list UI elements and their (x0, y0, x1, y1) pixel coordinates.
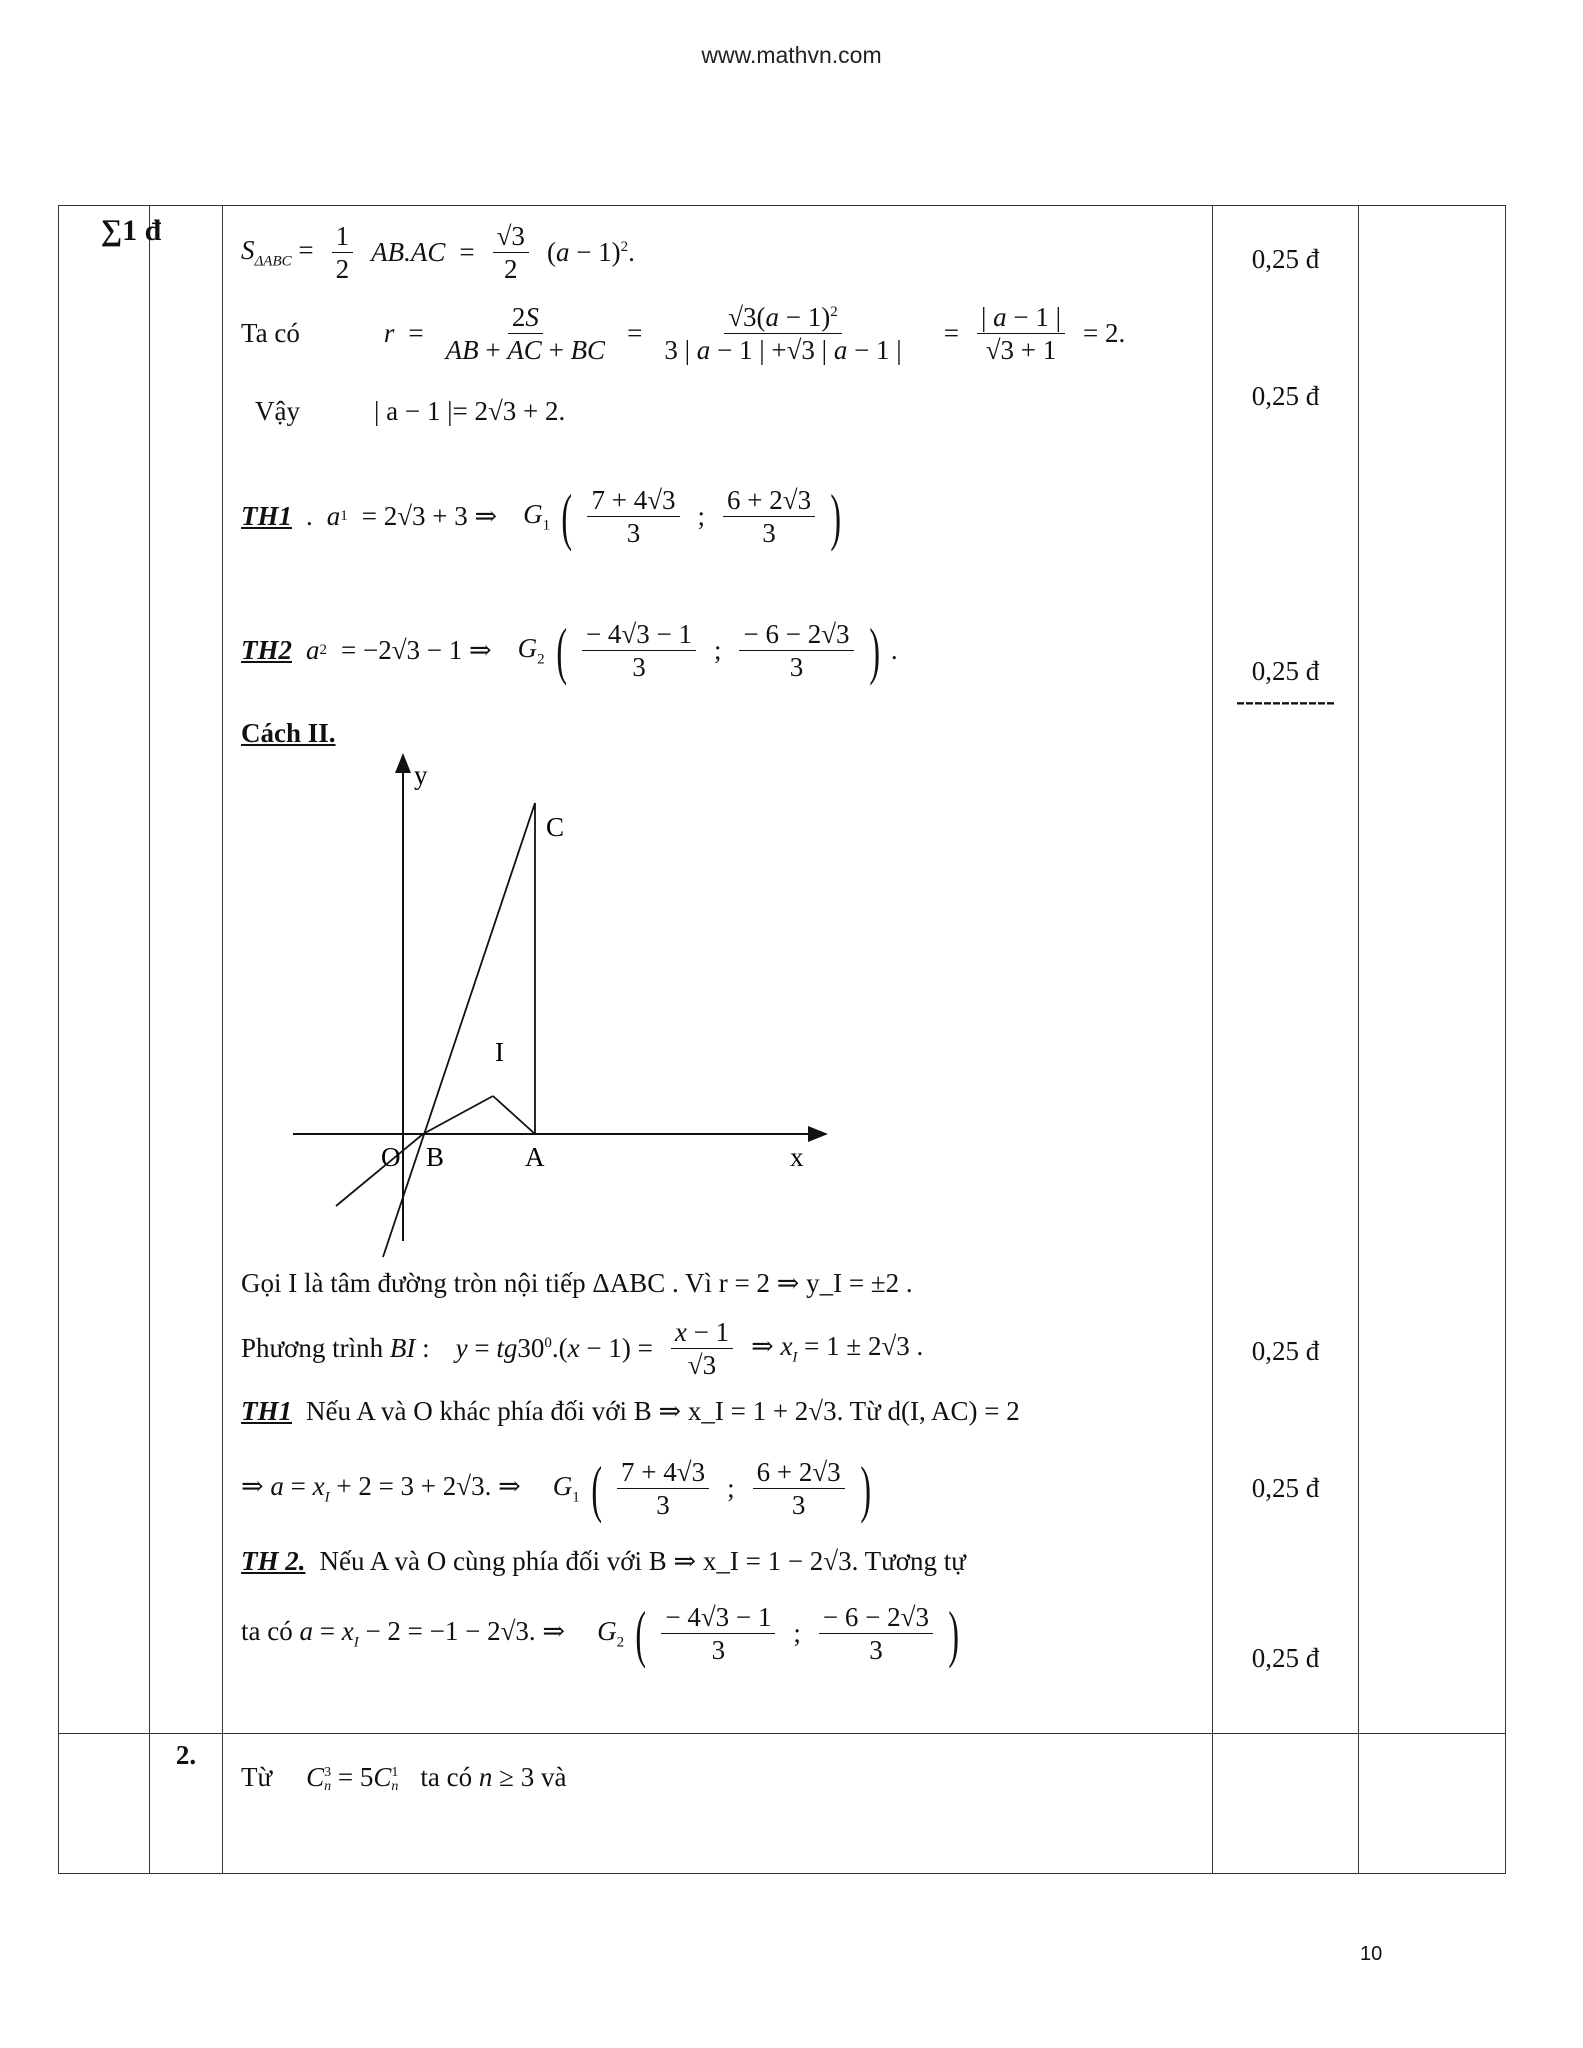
q2-line: Từ C 3 n = 5C 1 n ta có n ≥ 3 và (241, 1762, 567, 1794)
area-formula: $S_{\Delta ABC}$ = $\frac{1}{2}$ AB.AC = $\frac{√3}{2}$ $(a - 1)^2$. (241, 221, 635, 285)
th1b-label: TH1 (241, 1396, 292, 1426)
answer-table (58, 205, 1506, 1874)
ta-co-label: Ta có (241, 318, 300, 349)
th1b-result: ⇒ $a = x_I + 2 = 3 + 2√3$. ⇒ $G_1$ ( $\frac{7 + 4√3}{3}$ ; $\frac{6 + 2√3}{3}$ ) (241, 1452, 871, 1524)
score-2: 0,25 đ (1251, 381, 1320, 411)
page-number: 10 (1360, 1943, 1383, 1965)
vay-label: Vậy (255, 396, 300, 426)
th1b-text: Nếu A và O khác phía đối với B ⇒ x_I = 1 + 2√3. Từ d(I, AC) = 2 (306, 1396, 1020, 1426)
score-3: 0,25 đ (1251, 656, 1320, 686)
vay-line (255, 396, 565, 427)
label-B: B (426, 1142, 445, 1172)
col-solution-2 (223, 1734, 1213, 1874)
score-5: 0,25 đ (1251, 1473, 1320, 1503)
th1b-line (241, 1396, 1020, 1427)
label-A: A (525, 1142, 545, 1172)
r-formula: Ta có r = $\frac{2S}{AB + AC + BC}$ = $\frac{√3(a - 1)^2}{3 | a - 1 | +√3 | a - 1 |}$ = $\frac{| a - 1 |}{√3 + 1}$ = 2. (241, 302, 1126, 366)
th2b-result: ta có $a = x_I - 2 = -1 - 2√3$. ⇒ $G_2$ ( $\frac{- 4√3 - 1}{3}$ ; $\frac{- 6 - 2√3}{3}$ ) (241, 1597, 959, 1669)
th1-label: TH1 (241, 501, 292, 532)
label-I: I (495, 1037, 504, 1067)
cach2-heading: Cách II. (241, 718, 336, 748)
th2b-text: Nếu A và O cùng phía đối với B ⇒ x_I = 1 − 2√3. Tương tự (319, 1546, 966, 1576)
th1-line: TH1 . a 1 = 2√3 + 3 ⇒ $G_1$ ( $\frac{7 + 4√3}{3}$ ; $\frac{6 + 2√3}{3}$ ) (241, 480, 842, 552)
col-part-2 (150, 1734, 223, 1874)
col-question (59, 206, 150, 1734)
score-6: 0,25 đ (1251, 1643, 1320, 1673)
th2b-label: TH 2. (241, 1546, 306, 1576)
col-score (1213, 206, 1359, 1734)
triangle-diagram (288, 751, 1008, 1271)
label-O: O (381, 1142, 401, 1172)
site-header: www.mathvn.com (701, 42, 882, 68)
label-y: y (414, 760, 428, 790)
pt-line: Phương trình BI : $y = tg30^0.(x - 1)$ = $\frac{x - 1}{√3}$ ⇒ $x_I = 1 \pm 2√3$ . (241, 1317, 924, 1381)
col-question-2 (59, 1734, 150, 1874)
score-divider: ----------- (1236, 686, 1335, 716)
col-notes-2 (1359, 1734, 1506, 1874)
goi-line: Gọi I là tâm đường tròn nội tiếp ΔABC . Vì r = 2 ⇒ y_I = ±2 . (241, 1268, 913, 1298)
x-axis-arrow-icon (808, 1126, 828, 1142)
question-number: 2. (175, 1740, 197, 1770)
y-axis-arrow-icon (395, 753, 411, 773)
score-1: 0,25 đ (1251, 244, 1320, 274)
col-notes (1359, 206, 1506, 1734)
score-4: 0,25 đ (1251, 1336, 1320, 1366)
th2-label: TH2 (241, 635, 292, 666)
label-C: C (546, 812, 565, 842)
vay-formula: | a − 1 |= 2√3 + 2. (373, 396, 566, 426)
col-solution (223, 206, 1213, 1734)
th2b-line (241, 1546, 966, 1577)
label-x: x (790, 1142, 804, 1172)
col-part (150, 206, 223, 1734)
score-total: ∑1 đ (100, 213, 162, 247)
th2-line: TH2 a 2 = −2√3 − 1 ⇒ $G_2$ ( $\frac{- 4√3 - 1}{3}$ ; $\frac{- 6 - 2√3}{3}$ ) . (241, 614, 898, 686)
